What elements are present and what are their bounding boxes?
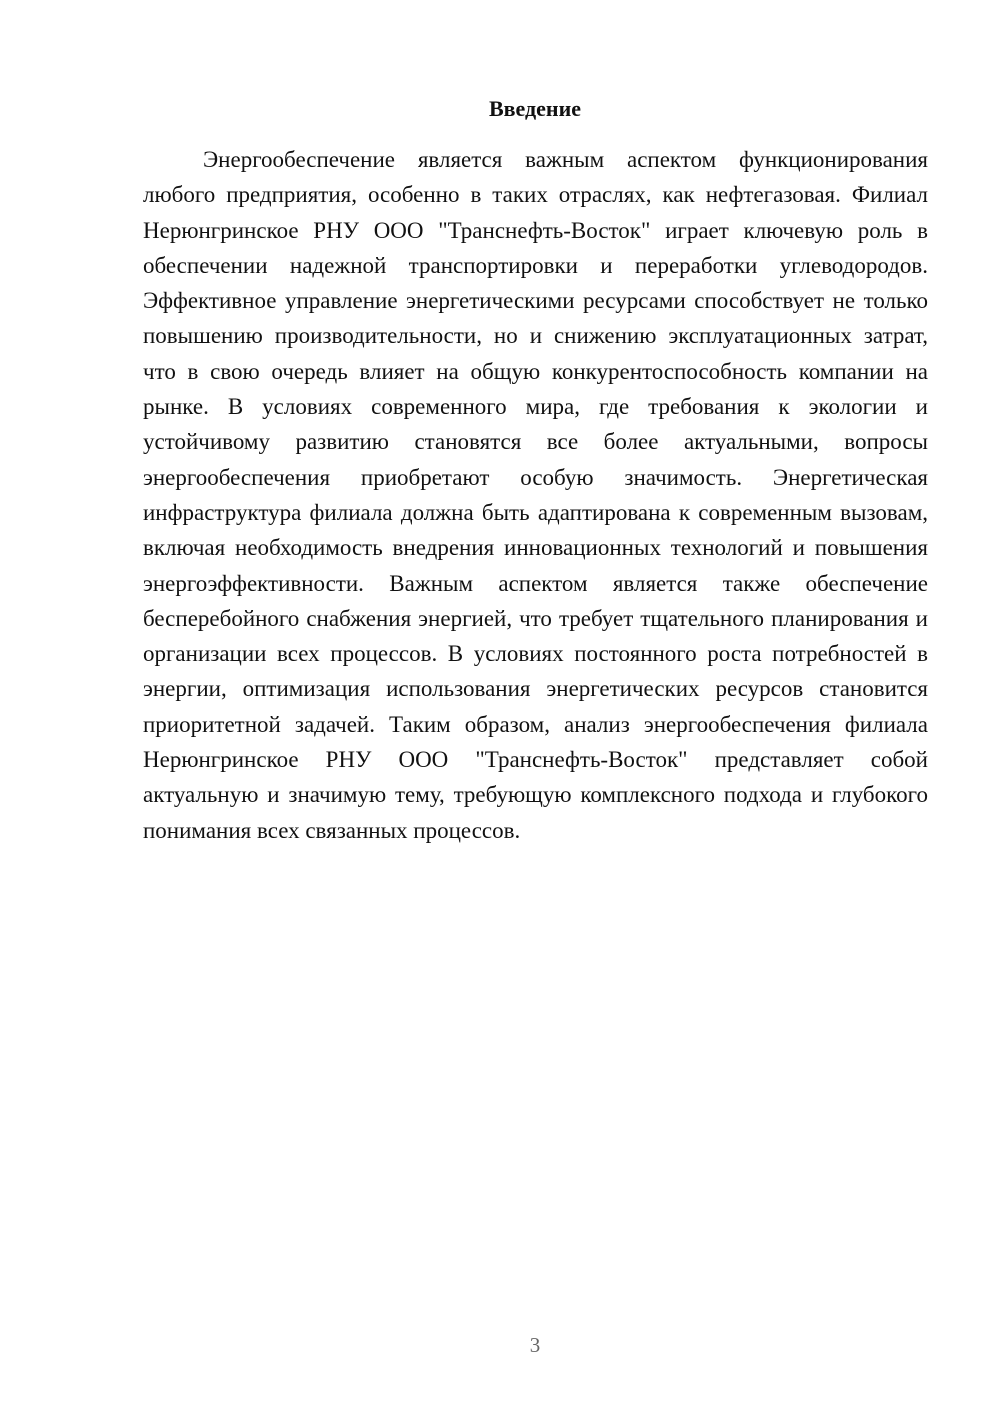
page-number: 3	[529, 1333, 541, 1357]
body-paragraph: Энергообеспечение является важным аспектом функционирования любого предприятия, особенно в таких отраслях, как нефтегазовая. Филиал Нерюнгринское РНУ ООО "Транснефть-Восток" играет ключевую роль в обеспечении надежной транспортировки и переработки углеводородов. Эффективное управление энергетическими ресурсами способствует не только повышению производительности, но и снижению эксплуатационных затрат, что в свою очередь влияет на общую конкурентоспособность компании на рынке. В условиях современного мира, где требования к экологии и устойчивому развитию становятся все более актуальными, вопросы энергообеспечения приобретают особую значимость. Энергетическая инфраструктура филиала должна быть адаптирована к современным вызовам, включая необходимость внедрения инновационных технологий и повышения энергоэффективности. Важным аспектом является также обеспечение бесперебойного снабжения энергией, что требует тщательного планирования и организации всех процессов. В условиях постоянного роста потребностей в энергии, оптимизация использования энергетических ресурсов становится приоритетной задачей. Таким образом, анализ энергообеспечения филиала Нерюнгринское РНУ ООО "Транснефть-Восток" представляет собой актуальную и значимую тему, требующую комплексного подхода и глубокого понимания всех связанных процессов.	[143, 147, 928, 843]
section-heading: Введение	[488, 96, 582, 121]
